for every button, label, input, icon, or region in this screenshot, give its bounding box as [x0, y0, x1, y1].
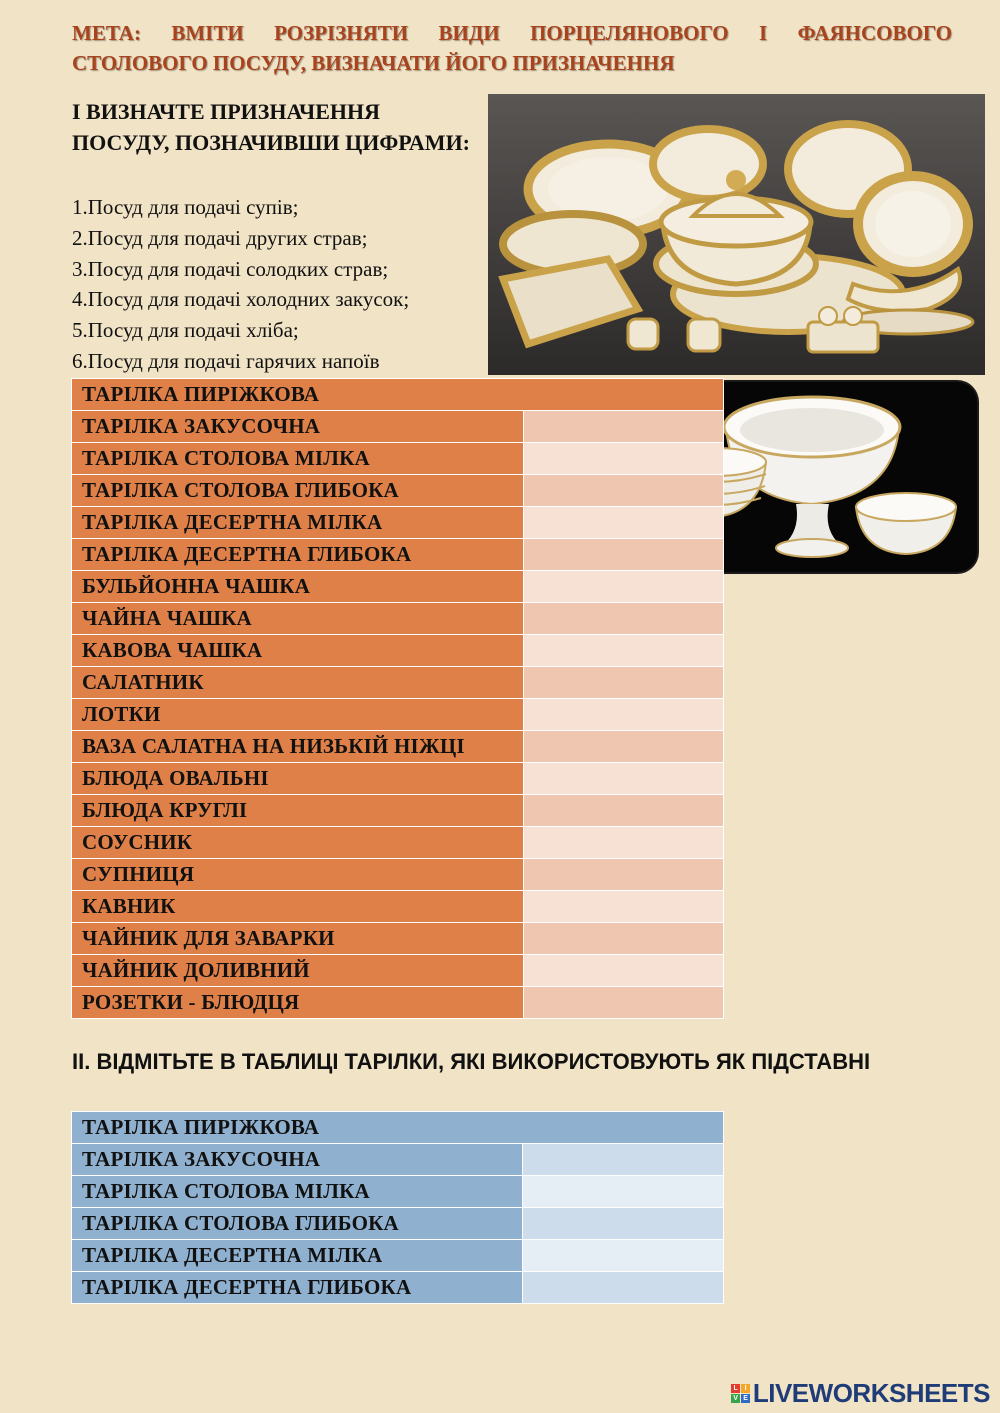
purpose-item: 2.Посуд для подачі других страв; [72, 225, 368, 250]
answer-input[interactable] [524, 955, 724, 987]
table-row [72, 379, 724, 411]
section-2-title: ІІ. ВІДМІТЬТЕ В ТАБЛИЦІ ТАРІЛКИ, ЯКІ ВИКОРИСТОВУЮТЬ ЯК ПІДСТАВНІ [72, 1049, 871, 1074]
goal-heading [72, 18, 952, 78]
answer-input[interactable] [523, 1208, 724, 1240]
table-row [72, 443, 724, 475]
purpose-item: 6.Посуд для подачі гарячих напоїв [72, 348, 380, 373]
dish-name: ТАРІЛКА ЗАКУСОЧНА [72, 411, 524, 443]
table-row [72, 891, 724, 923]
table-row [72, 987, 724, 1019]
answer-input[interactable] [524, 891, 724, 923]
answer-input[interactable] [524, 763, 724, 795]
table-row [72, 571, 724, 603]
answer-input[interactable] [524, 475, 724, 507]
table-row [72, 763, 724, 795]
dish-name: ТАРІЛКА СТОЛОВА МІЛКА [72, 443, 524, 475]
answer-input[interactable] [524, 539, 724, 571]
table-row [72, 1240, 724, 1272]
purpose-item: 5.Посуд для подачі хліба; [72, 318, 299, 343]
answer-input[interactable] [523, 1144, 724, 1176]
goal-line-2: СТОЛОВОГО ПОСУДУ, ВИЗНАЧАТИ ЙОГО ПРИЗНАЧЕННЯ [72, 51, 675, 75]
table-row [72, 475, 724, 507]
table-row [72, 795, 724, 827]
dish-name: ТАРІЛКА ПИРІЖКОВА [72, 379, 724, 411]
purpose-list [72, 192, 492, 377]
plate-name: ТАРІЛКА ЗАКУСОЧНА [72, 1144, 523, 1176]
dish-name: ЧАЙНИК ДЛЯ ЗАВАРКИ [72, 923, 524, 955]
answer-input[interactable] [524, 603, 724, 635]
table-row [72, 507, 724, 539]
answer-input[interactable] [524, 827, 724, 859]
table-row [72, 923, 724, 955]
brand-text: LIVEWORKSHEETS [752, 1378, 990, 1408]
dish-name: БЛЮДА КРУГЛІ [72, 795, 524, 827]
dish-name: ЛОТКИ [72, 699, 524, 731]
plate-name: ТАРІЛКА СТОЛОВА ГЛИБОКА [72, 1208, 523, 1240]
plate-name: ТАРІЛКА СТОЛОВА МІЛКА [72, 1176, 523, 1208]
table-row [72, 731, 724, 763]
table-row [72, 699, 724, 731]
answer-input[interactable] [524, 635, 724, 667]
table-row [72, 1144, 724, 1176]
answer-input[interactable] [524, 571, 724, 603]
dinner-set-photo [488, 94, 985, 375]
dish-name: КАВНИК [72, 891, 524, 923]
purpose-item: 3.Посуд для подачі солодких страв; [72, 256, 389, 281]
saucer-plate-table [71, 1111, 724, 1304]
dish-name: ТАРІЛКА ДЕСЕРТНА ГЛИБОКА [72, 539, 524, 571]
table-row [72, 1208, 724, 1240]
table-row [72, 411, 724, 443]
dish-name: БЛЮДА ОВАЛЬНІ [72, 763, 524, 795]
answer-input[interactable] [524, 923, 724, 955]
dish-name: РОЗЕТКИ - БЛЮДЦЯ [72, 987, 524, 1019]
purpose-table [71, 378, 724, 1019]
purpose-item: 1.Посуд для подачі супів; [72, 195, 299, 219]
table-row [72, 1272, 724, 1304]
table-row [72, 635, 724, 667]
answer-input[interactable] [523, 1176, 724, 1208]
answer-input[interactable] [524, 443, 724, 475]
answer-input[interactable] [524, 731, 724, 763]
table-row [72, 667, 724, 699]
goal-line-1: МЕТА: ВМІТИ РОЗРІЗНЯТИ ВИДИ ПОРЦЕЛЯНОВОГО І ФАЯНСОВОГО [72, 21, 952, 45]
plate-name: ТАРІЛКА ДЕСЕРТНА МІЛКА [72, 1240, 523, 1272]
answer-input[interactable] [524, 411, 724, 443]
dish-name: ЧАЙНИК ДОЛИВНИЙ [72, 955, 524, 987]
answer-input[interactable] [524, 667, 724, 699]
purpose-item: 4.Посуд для подачі холодних закусок; [72, 287, 410, 312]
answer-input[interactable] [523, 1272, 724, 1304]
dish-name: СУПНИЦЯ [72, 859, 524, 891]
dish-name: ТАРІЛКА СТОЛОВА ГЛИБОКА [72, 475, 524, 507]
dish-name: ЧАЙНА ЧАШКА [72, 603, 524, 635]
table-row [72, 859, 724, 891]
answer-input[interactable] [524, 699, 724, 731]
answer-input[interactable] [524, 859, 724, 891]
plate-name: ТАРІЛКА ДЕСЕРТНА ГЛИБОКА [72, 1272, 523, 1304]
table-row [72, 827, 724, 859]
table-row [72, 1176, 724, 1208]
answer-input[interactable] [523, 1240, 724, 1272]
table-row [72, 1112, 724, 1144]
plate-name: ТАРІЛКА ПИРІЖКОВА [72, 1112, 724, 1144]
table-row [72, 603, 724, 635]
dish-name: ТАРІЛКА ДЕСЕРТНА МІЛКА [72, 507, 524, 539]
liveworksheets-logo [731, 1378, 990, 1409]
table-row [72, 539, 724, 571]
dish-name: КАВОВА ЧАШКА [72, 635, 524, 667]
dish-name: ВАЗА САЛАТНА НА НИЗЬКІЙ НІЖЦІ [72, 731, 524, 763]
table-row [72, 955, 724, 987]
dish-name: САЛАТНИК [72, 667, 524, 699]
section-1-title: І ВИЗНАЧТЕ ПРИЗНАЧЕННЯ ПОСУДУ, ПОЗНАЧИВШИ ЦИФРАМИ: [72, 99, 471, 155]
answer-input[interactable] [524, 987, 724, 1019]
answer-input[interactable] [524, 795, 724, 827]
logo-icon: L I V E [731, 1384, 750, 1403]
dish-name: БУЛЬЙОННА ЧАШКА [72, 571, 524, 603]
dish-name: СОУСНИК [72, 827, 524, 859]
answer-input[interactable] [524, 507, 724, 539]
